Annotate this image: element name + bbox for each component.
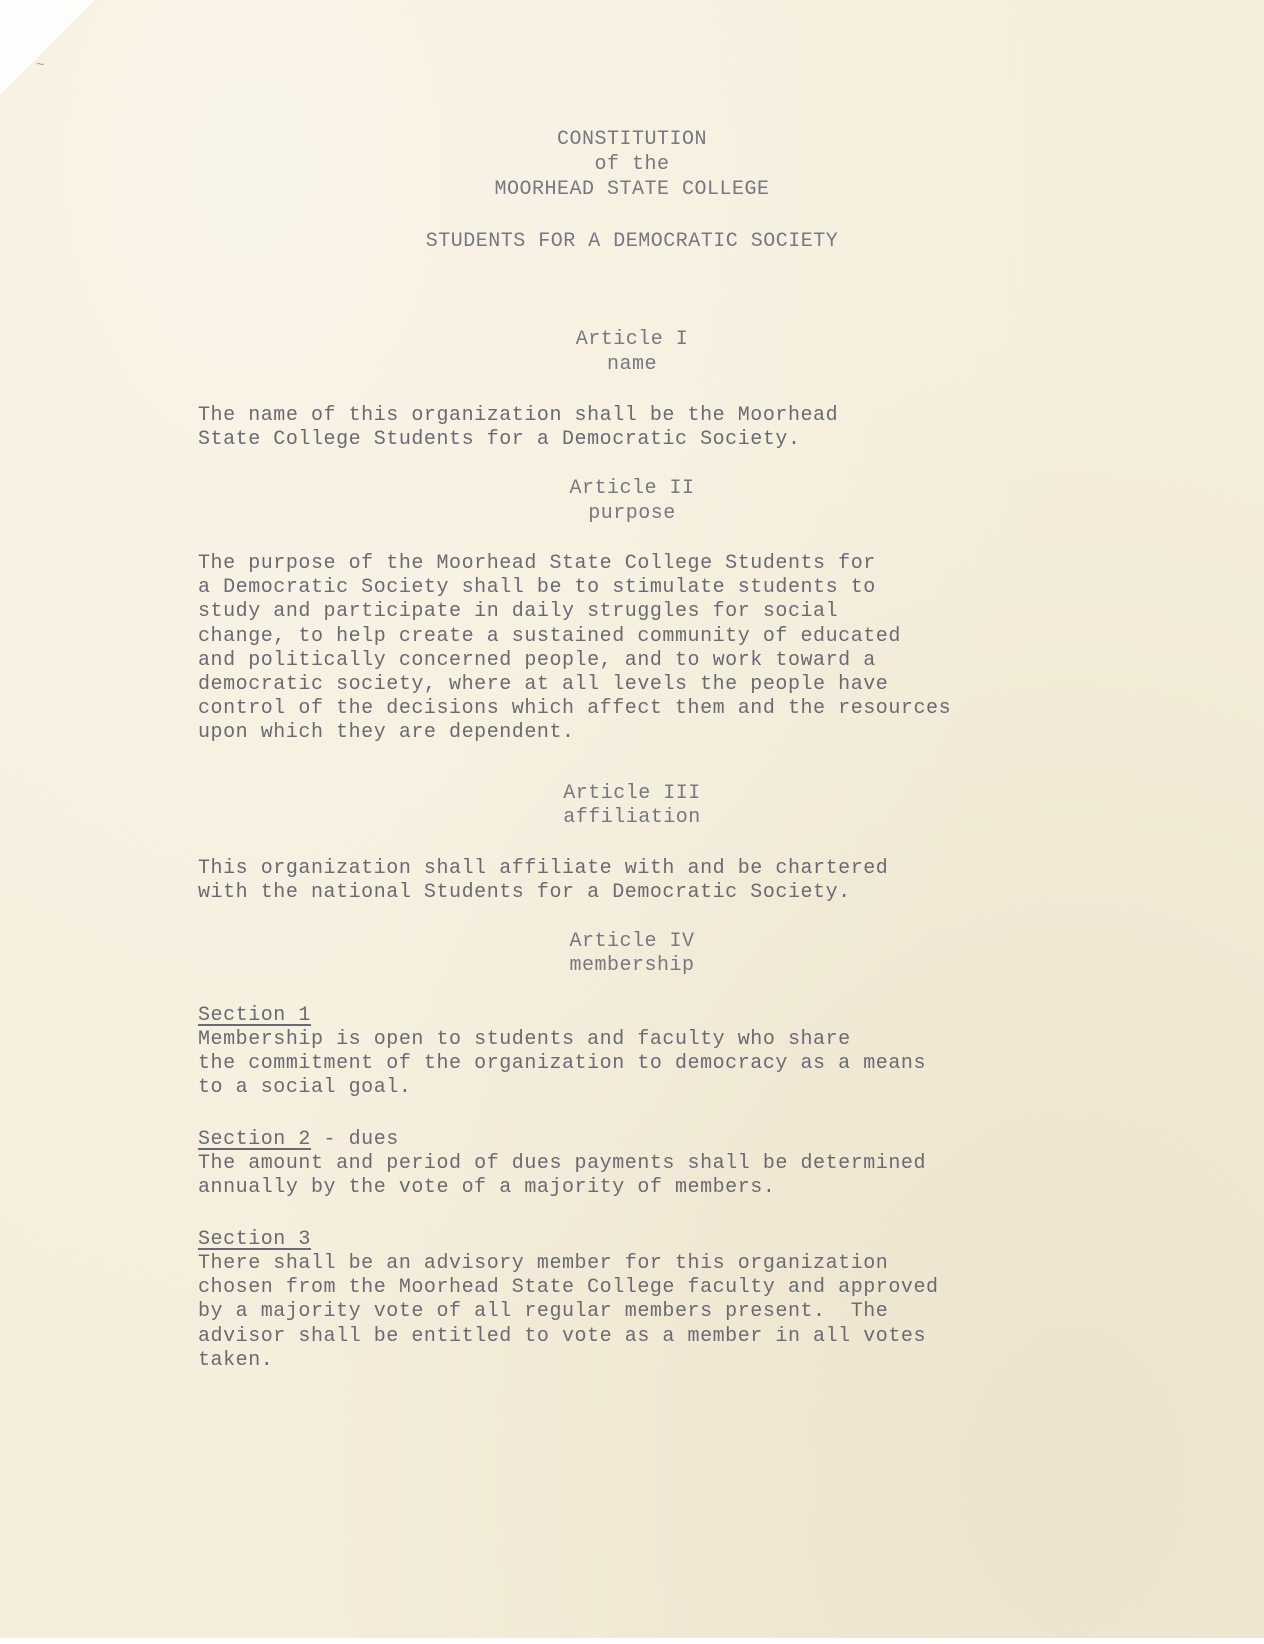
text-line: The name of this organization shall be the Moorhead [198, 404, 839, 427]
section-1-heading [198, 1004, 311, 1028]
section-1-text [198, 1028, 926, 1101]
text-line: control of the decisions which affect them and the resources [198, 697, 952, 721]
text-line: chosen from the Moorhead State College faculty and approved [198, 1276, 939, 1300]
text-line: change, to help create a sustained community of educated [198, 624, 901, 648]
text-line: annually by the vote of a majority of members. [198, 1176, 776, 1200]
section-3-label: Section 3 [198, 1228, 311, 1251]
article-2-title: purpose [588, 502, 676, 525]
article-4-number: Article IV [569, 930, 695, 953]
text-line: Membership is open to students and faculty who share [198, 1028, 851, 1051]
text-line: by a majority vote of all regular members present. The [198, 1300, 889, 1324]
article-2-text [198, 552, 951, 746]
text-line: to a social goal. [198, 1076, 412, 1100]
section-3-text [198, 1252, 939, 1373]
section-2-text [198, 1152, 926, 1200]
article-1-title: name [606, 353, 657, 376]
text-line: and politically concerned people, and to work toward a [198, 648, 876, 672]
text-line: the commitment of the organization to democracy as a means [198, 1052, 927, 1076]
page-edge [0, 1638, 1264, 1644]
section-3-heading [198, 1228, 311, 1252]
text-line: study and participate in daily struggles for social [198, 600, 839, 624]
text-line: a Democratic Society shall be to stimulate students to [198, 576, 876, 600]
article-3-number: Article III [563, 782, 701, 805]
text-line: There shall be an advisory member for this organization [198, 1252, 889, 1275]
doc-college: MOORHEAD STATE COLLEGE [494, 178, 770, 201]
folded-corner [0, 0, 95, 95]
article-1-number: Article I [575, 328, 689, 351]
article-4-title: membership [569, 954, 695, 977]
doc-organization: STUDENTS FOR A DEMOCRATIC SOCIETY [425, 230, 839, 253]
section-1-label: Section 1 [198, 1004, 311, 1027]
text-line: with the national Students for a Democratic Society. [198, 881, 851, 905]
text-line: This organization shall affiliate with and be chartered [198, 857, 889, 880]
article-2-number: Article II [569, 477, 695, 500]
doc-title-of: of the [594, 153, 670, 176]
text-line: The purpose of the Moorhead State College Students for [198, 552, 876, 575]
doc-title: CONSTITUTION [556, 128, 708, 151]
text-line: advisor shall be entitled to vote as a member in all votes [198, 1324, 927, 1348]
section-2-heading [198, 1128, 399, 1152]
text-line: democratic society, where at all levels the people have [198, 673, 889, 697]
text-line: State College Students for a Democratic Society. [198, 428, 801, 452]
text-line: The amount and period of dues payments shall be determined [198, 1152, 927, 1175]
article-3-text [198, 857, 888, 905]
margin-mark: ~ [36, 58, 45, 74]
text-line: upon which they are dependent. [198, 721, 575, 745]
text-line: taken. [198, 1348, 274, 1372]
article-3-title: affiliation [563, 806, 701, 829]
article-1-text [198, 404, 838, 452]
section-2-suffix: - dues [310, 1128, 399, 1151]
section-2-label: Section 2 [198, 1128, 311, 1151]
